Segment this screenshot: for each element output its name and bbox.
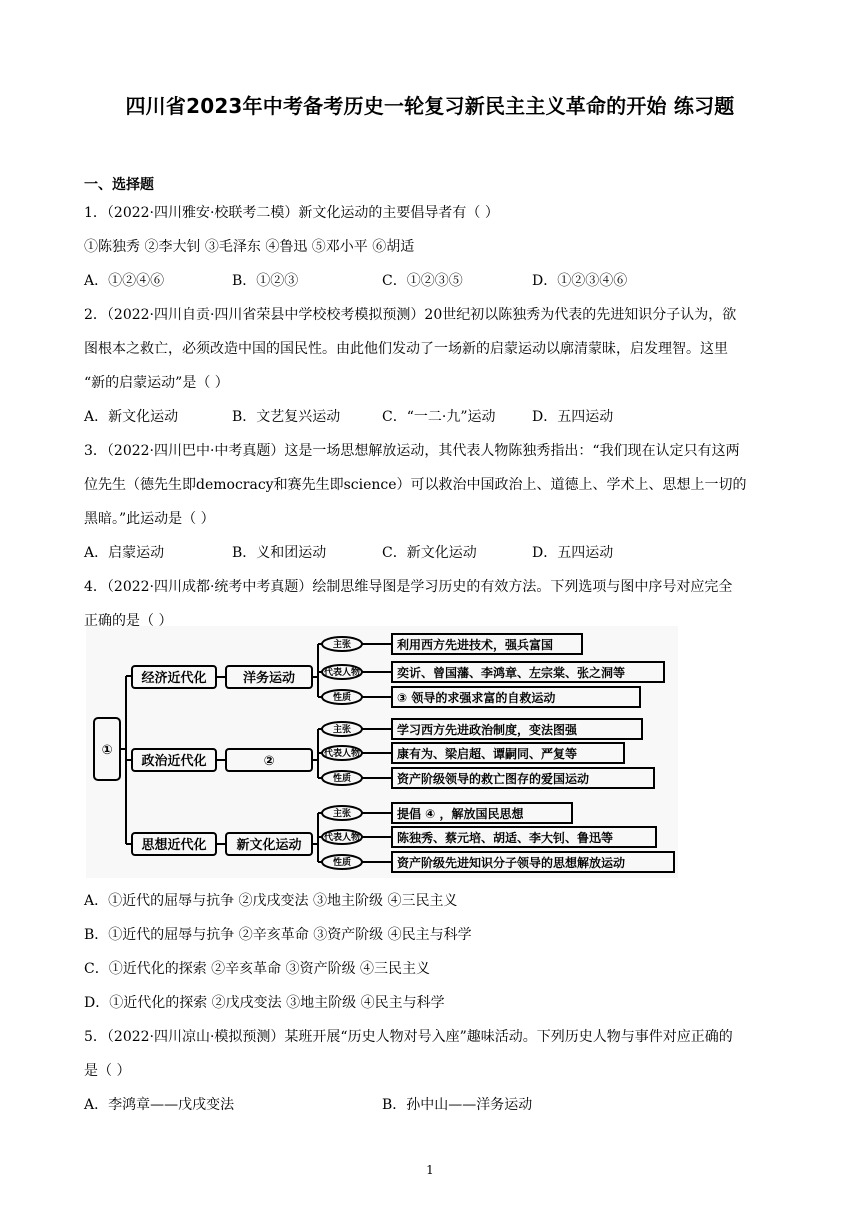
- branch-1-movement: 洋务运动: [242, 671, 296, 686]
- branch-1-tag-3: 性质: [332, 693, 352, 703]
- mind-map-root-label: ①: [101, 743, 113, 758]
- branch-1-desc-2: 奕䜣、曾国藩、李鸿章、左宗棠、张之洞等: [397, 666, 626, 680]
- question-2-line-3: “新的启蒙运动”是（ ）: [84, 375, 229, 391]
- branch-3-category: 思想近代化: [141, 838, 207, 853]
- question-3-line-3: 黑暗。”此运动是（ ）: [84, 511, 215, 527]
- branch-2-tag-1: 主张: [332, 725, 352, 735]
- branch-2-movement: ②: [263, 754, 275, 769]
- question-1-option-a: A．①②④⑥: [84, 273, 165, 289]
- question-4-option-d: D．①近代化的探索 ②戊戌变法 ③地主阶级 ④民主与科学: [84, 995, 445, 1011]
- branch-3-desc-2: 陈独秀、蔡元培、胡适、李大钊、鲁迅等: [397, 831, 614, 845]
- page-title: 四川省2023年中考备考历史一轮复习新民主主义革命的开始 练习题: [125, 94, 735, 118]
- branch-3-movement: 新文化运动: [236, 838, 302, 853]
- question-5-option-b: B．孙中山——洋务运动: [382, 1097, 533, 1113]
- question-4-option-c: C．①近代化的探索 ②辛亥革命 ③资产阶级 ④三民主义: [84, 961, 431, 977]
- branch-2-tag-2: 代表人物: [323, 749, 361, 759]
- question-3-option-d: D．五四运动: [532, 545, 614, 561]
- question-4-line-2: 正确的是（ ）: [84, 613, 173, 629]
- question-3-option-a: A．启蒙运动: [84, 545, 165, 561]
- branch-3-desc-3: 资产阶级先进知识分子领导的思想解放运动: [397, 856, 626, 870]
- question-3-option-b: B．义和团运动: [232, 545, 327, 561]
- question-2-option-a: A．新文化运动: [84, 409, 179, 425]
- question-2-option-b: B．文艺复兴运动: [232, 409, 341, 425]
- branch-1-desc-3: ③ 领导的求强求富的自救运动: [397, 691, 556, 705]
- branch-3-tag-2: 代表人物: [323, 833, 361, 843]
- mind-map-trunk-connector: [120, 676, 132, 844]
- branch-1-desc-1: 利用西方先进技术，强兵富国: [397, 638, 554, 652]
- question-5-option-a: A．李鸿章——戊戌变法: [84, 1097, 235, 1113]
- question-1-option-d: D．①②③④⑥: [532, 273, 628, 289]
- question-3-line-2: 位先生（德先生即democracy和赛先生即science）可以救治中国政治上、道德上、学术上、思想上一切的: [84, 477, 747, 493]
- question-4-option-a: A．①近代的屈辱与抗争 ②戊戌变法 ③地主阶级 ④三民主义: [84, 893, 458, 909]
- question-4-line-1: 4．（2022·四川成都·统考中考真题）绘制思维导图是学习历史的有效方法。下列选项与图中序号对应完全: [84, 579, 733, 595]
- question-1-option-b: B．①②③: [232, 273, 299, 289]
- branch-2-desc-3: 资产阶级领导的救亡图存的爱国运动: [397, 772, 590, 786]
- section-heading: 一、选择题: [84, 177, 154, 193]
- question-3-line-1: 3．（2022·四川巴中·中考真题）这是一场思想解放运动，其代表人物陈独秀指出：“我们现在认定只有这两: [84, 443, 740, 459]
- branch-3-tag-3: 性质: [332, 858, 352, 868]
- question-3-option-c: C．新文化运动: [382, 545, 477, 561]
- branch-3-tag-1: 主张: [332, 809, 352, 819]
- mind-map-diagram: [86, 626, 678, 878]
- question-2-line-1: 2．（2022·四川自贡·四川省荣县中学校校考模拟预测）20世纪初以陈独秀为代表的先进知识分子认为，欲: [84, 307, 737, 323]
- branch-1-tag-2: 代表人物: [323, 668, 361, 678]
- branch-2-desc-1: 学习西方先进政治制度，变法图强: [397, 723, 578, 737]
- question-2-option-c: C．“一二·九”运动: [382, 409, 496, 425]
- branch-2-desc-2: 康有为、梁启超、谭嗣同、严复等: [397, 747, 578, 761]
- question-2-line-2: 图根本之救亡，必须改造中国的国民性。由此他们发动了一场新的启蒙运动以廓清蒙昧，启发理智。这里: [84, 341, 728, 357]
- branch-2-category: 政治近代化: [141, 754, 207, 769]
- question-1-option-c: C．①②③⑤: [382, 273, 463, 289]
- branch-1-tag-1: 主张: [332, 640, 352, 650]
- question-1-line-2: ①陈独秀 ②李大钊 ③毛泽东 ④鲁迅 ⑤邓小平 ⑥胡适: [84, 239, 415, 255]
- question-2-option-d: D．五四运动: [532, 409, 614, 425]
- question-5-line-1: 5．（2022·四川凉山·模拟预测）某班开展“历史人物对号入座”趣味活动。下列历史人物与事件对应正确的: [84, 1029, 733, 1045]
- branch-3-desc-1: 提倡 ④ ，解放国民思想: [397, 807, 524, 821]
- page-number: 1: [426, 1163, 434, 1177]
- question-1-line-1: 1．（2022·四川雅安·校联考二模）新文化运动的主要倡导者有（ ）: [84, 205, 499, 221]
- question-5-line-2: 是（ ）: [84, 1063, 131, 1079]
- branch-2-tag-3: 性质: [332, 774, 352, 784]
- branch-1-category: 经济近代化: [141, 671, 207, 686]
- question-4-option-b: B．①近代的屈辱与抗争 ②辛亥革命 ③资产阶级 ④民主与科学: [84, 927, 472, 943]
